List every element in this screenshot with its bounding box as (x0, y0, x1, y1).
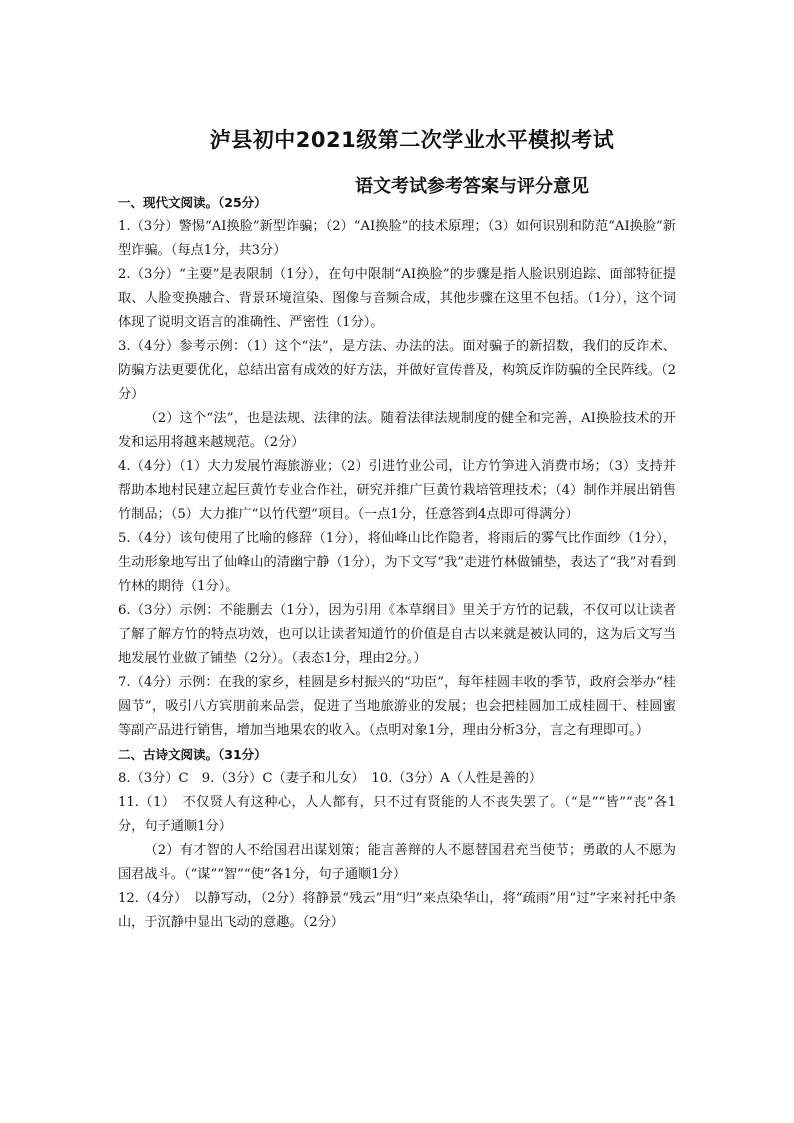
answer-content (118, 191, 676, 935)
section-heading-modern-reading: 一、现代文阅读。（25分） (118, 195, 267, 210)
page-title: 泸县初中2021级第二次学业水平模拟考试 (209, 128, 615, 152)
answer-q4: 4.（4分）（1）大力发展竹海旅游业；（2）引进竹业公司，让方竹笋进入消费市场；（3）支持并帮助本地村民建立起巨黄竹专业合作社，研究并推广巨黄竹栽培管理技术；（4）制作并展出销售竹制品；（5）大力推广“以竹代塑”项目。（一点1分，任意答到4点即可得满分） (118, 459, 676, 522)
section-heading-classical-reading: 二、古诗文阅读。（31分） (118, 747, 267, 762)
answer-q7: 7.（4分）示例：在我的家乡，桂圆是乡村振兴的“功臣”，每年桂圆丰收的季节，政府会举办“桂圆节”，吸引八方宾朋前来品尝，促进了当地旅游业的发展；也会把桂圆加工成桂圆干、桂圆蜜等副产品进行销售，增加当地果农的收入。（点明对象1分，理由分析3分，言之有理即可。） (118, 675, 676, 738)
answer-q5: 5.（4分）该句使用了比喻的修辞（1分），将仙峰山比作隐者，将雨后的雾气比作面纱（1分），生动形象地写出了仙峰山的清幽宁静（1分），为下文写“我”走进竹林做铺垫，表达了“我”对看到竹林的期待（1分）。 (118, 531, 676, 594)
answer-q2: 2.（3分）“主要”是表限制（1分），在句中限制“AI换脸”的步骤是指人脸识别追踪、面部特征提取、人脸变换融合、背景环境渲染、图像与音频合成，其他步骤在这里不包括。（1分），这个词体现了说明文语言的准确性、严密性（1分）。 (118, 267, 676, 330)
answer-q3-part2: （2）这个“法”，也是法规、法律的法。随着法律法规制度的健全和完善，AI换脸技术的开发和运用将越来越规范。（2分） (118, 411, 676, 450)
answer-q12: 12.（4分） 以静写动，（2分）将静景“残云”用“归”来点染华山，将“疏雨”用“过”字来衬托中条山，于沉静中显出飞动的意趣。（2分） (118, 891, 676, 930)
page-subtitle: 语文考试参考答案与评分意见 (355, 176, 589, 197)
answer-q3-part1: 3.（4分）参考示例：（1）这个“法”，是方法、办法的法。面对骗子的新招数，我们的反诈术、防骗方法更要优化，总结出富有成效的好方法，并做好宣传普及，构筑反诈防骗的全民阵线。（2分） (118, 339, 676, 402)
answer-q8-10: 8.（3分）C 9.（3分）C（妻子和儿女） 10.（3分）A（人性是善的） (118, 771, 543, 786)
answer-q6: 6.（3分）示例：不能删去（1分），因为引用《本草纲目》里关于方竹的记载，不仅可以让读者了解了解方竹的特点功效，也可以让读者知道竹的价值是自古以来就是被认同的，这为后文写当地发展竹业做了铺垫（2分）。（表态1分，理由2分。） (118, 603, 676, 666)
answer-q1: 1.（3分）警惕“AI换脸”新型诈骗；（2）“AI换脸”的技术原理；（3）如何识别和防范“AI换脸”新型诈骗。（每点1分，共3分） (118, 219, 676, 258)
answer-q11-part2: （2）有才智的人不给国君出谋划策；能言善辩的人不愿替国君充当使节；勇敢的人不愿为国君战斗。（“谋”“智”“使”各1分，句子通顺1分） (118, 843, 676, 882)
answer-q11-part1: 11.（1） 不仅贤人有这种心，人人都有，只不过有贤能的人不丧失罢了。（“是”“皆”“丧”各1分，句子通顺1分） (118, 795, 676, 834)
